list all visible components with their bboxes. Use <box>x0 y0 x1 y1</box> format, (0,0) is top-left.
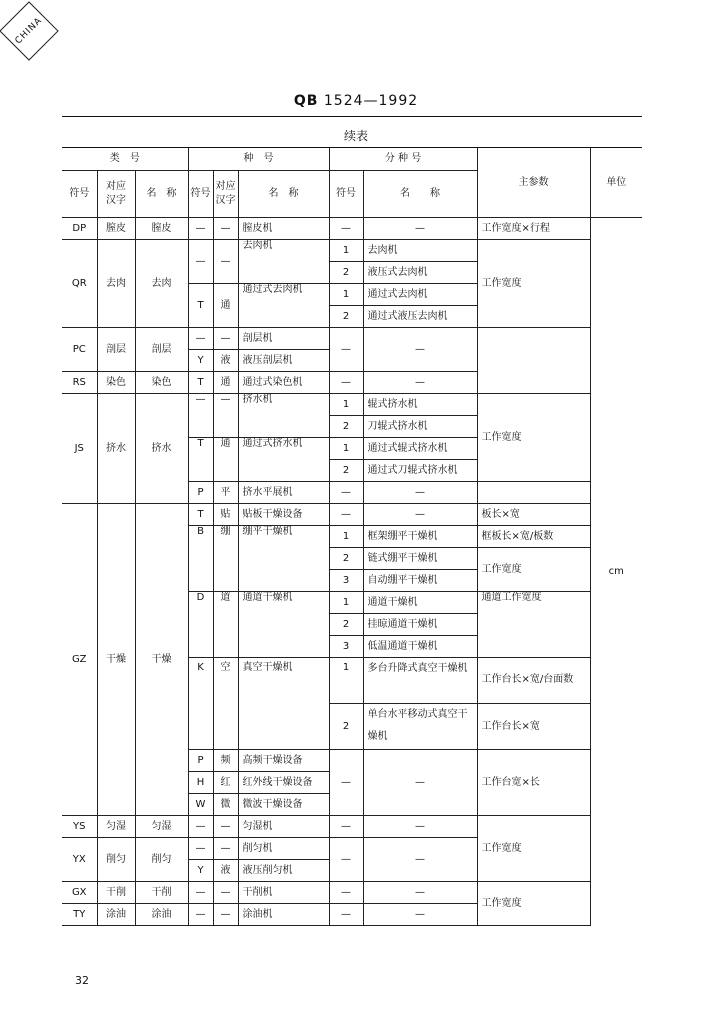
cell: 剖层 <box>97 327 135 371</box>
standard-number <box>0 93 712 109</box>
cell: 红 <box>213 771 238 793</box>
cell: 2 <box>329 613 363 635</box>
cell: 挂晾通道干燥机 <box>363 613 477 635</box>
sub-sym: 符号 <box>62 170 97 217</box>
cell: — <box>363 837 477 881</box>
cell: 染色 <box>97 371 135 393</box>
cell: — <box>188 239 213 283</box>
sub-fname: 名 称 <box>363 170 477 217</box>
cell: 膣皮机 <box>238 217 329 239</box>
cell: — <box>363 371 477 393</box>
table-row <box>62 239 642 261</box>
cell: 链式绷平干燥机 <box>363 547 477 569</box>
cell: — <box>329 837 363 881</box>
cell: 液压式去肉机 <box>363 261 477 283</box>
cell: 干燥 <box>135 503 188 815</box>
cell: GX <box>62 881 97 903</box>
cell: 1 <box>329 239 363 261</box>
cell: 通 <box>213 283 238 327</box>
cell: — <box>188 903 213 925</box>
cell: 2 <box>329 261 363 283</box>
sub-zhanzi: 对应 汉字 <box>213 170 238 217</box>
cell: — <box>329 815 363 837</box>
table-row <box>62 217 642 239</box>
cell: — <box>363 881 477 903</box>
cell: — <box>213 393 238 437</box>
cell: 染色 <box>135 371 188 393</box>
cell <box>477 327 590 393</box>
cell: 2 <box>329 305 363 327</box>
cell: 1 <box>329 591 363 613</box>
cell: 框板长×宽/板数 <box>477 525 590 547</box>
cell: K <box>188 657 213 749</box>
cell: 干削 <box>97 881 135 903</box>
cell: 干削机 <box>238 881 329 903</box>
cell: — <box>188 815 213 837</box>
cell: YS <box>62 815 97 837</box>
cell: 低温通道干燥机 <box>363 635 477 657</box>
table-row <box>62 393 642 415</box>
cell: 3 <box>329 569 363 591</box>
cell: 通道工作宽度 <box>477 591 590 657</box>
cell: 工作台长×宽 <box>477 703 590 749</box>
cell: 涂油 <box>135 903 188 925</box>
cell: 自动绷平干燥机 <box>363 569 477 591</box>
cell: 通过式辊式挤水机 <box>363 437 477 459</box>
cell: 红外线干燥设备 <box>238 771 329 793</box>
cell: PC <box>62 327 97 371</box>
cell: — <box>329 481 363 503</box>
cell: D <box>188 591 213 657</box>
cell: 2 <box>329 415 363 437</box>
table-row <box>62 327 642 349</box>
cell: 多台升降式真空干燥机 <box>363 657 477 703</box>
cell: 2 <box>329 703 363 749</box>
cell: 绷平干燥机 <box>238 525 329 591</box>
cell: — <box>363 217 477 239</box>
cell: — <box>363 749 477 815</box>
cell: JS <box>62 393 97 503</box>
cell: 通道干燥机 <box>363 591 477 613</box>
cell: — <box>329 217 363 239</box>
standard-code: QB <box>293 93 319 109</box>
cell: 平 <box>213 481 238 503</box>
cell: — <box>213 239 238 283</box>
sub-hanzi: 对应 汉字 <box>97 170 135 217</box>
cell: 2 <box>329 547 363 569</box>
cell: 工作台宽×长 <box>477 749 590 815</box>
cell: — <box>213 903 238 925</box>
cell: 涂油 <box>97 903 135 925</box>
cell: 去肉 <box>97 239 135 327</box>
page-number: 32 <box>75 974 89 987</box>
cell: 通过式挤水机 <box>238 437 329 481</box>
cell: — <box>363 903 477 925</box>
cell: 空 <box>213 657 238 749</box>
cell: 通道干燥机 <box>238 591 329 657</box>
unit-cell: cm <box>590 217 642 925</box>
cell: — <box>329 903 363 925</box>
cell: T <box>188 371 213 393</box>
standard-year: 1524—1992 <box>323 93 419 109</box>
header-main-param: 主参数 <box>477 148 590 217</box>
cell: 液 <box>213 349 238 371</box>
sub-zsym: 符号 <box>188 170 213 217</box>
cell: 通过式液压去肉机 <box>363 305 477 327</box>
cell: — <box>363 327 477 371</box>
table-row <box>62 815 642 837</box>
cell: 去肉机 <box>238 239 329 283</box>
cell <box>477 481 590 503</box>
cell: P <box>188 481 213 503</box>
cell: 通 <box>213 371 238 393</box>
table-caption: 续表 <box>343 129 368 143</box>
cell: — <box>188 217 213 239</box>
cell: T <box>188 283 213 327</box>
cell: RS <box>62 371 97 393</box>
group-fenzhong: 分 种 号 <box>329 148 477 170</box>
cell: 辊式挤水机 <box>363 393 477 415</box>
table-row <box>62 881 642 903</box>
cell: QR <box>62 239 97 327</box>
cell: — <box>213 815 238 837</box>
cell: 框架绷平干燥机 <box>363 525 477 547</box>
cell: 削匀 <box>97 837 135 881</box>
cell: 工作台长×宽/台面数 <box>477 657 590 703</box>
cell: 液压剖层机 <box>238 349 329 371</box>
cell: 匀湿 <box>97 815 135 837</box>
cell: — <box>329 749 363 815</box>
cell: 单台水平移动式真空干燥机 <box>363 703 477 749</box>
cell: DP <box>62 217 97 239</box>
classification-table <box>62 148 642 926</box>
cell: 干削 <box>135 881 188 903</box>
header-unit: 单位 <box>590 148 642 217</box>
sub-name: 名 称 <box>135 170 188 217</box>
cell: — <box>213 327 238 349</box>
table-row <box>62 503 642 525</box>
cell: 真空干燥机 <box>238 657 329 749</box>
cell: 液 <box>213 859 238 881</box>
sub-zname: 名 称 <box>238 170 329 217</box>
cell: — <box>329 371 363 393</box>
cell: T <box>188 503 213 525</box>
cell: 工作宽度 <box>477 815 590 881</box>
cell: 膣皮 <box>135 217 188 239</box>
cell: TY <box>62 903 97 925</box>
cell: 2 <box>329 459 363 481</box>
cell: 削匀 <box>135 837 188 881</box>
cell: H <box>188 771 213 793</box>
cell: 工作宽度×行程 <box>477 217 590 239</box>
header-rule <box>62 116 642 117</box>
cell: 干燥 <box>97 503 135 815</box>
cell: 通 <box>213 437 238 481</box>
cell: 剖层 <box>135 327 188 371</box>
cell: 通过式去肉机 <box>363 283 477 305</box>
cell: 挤水 <box>97 393 135 503</box>
cell: — <box>188 393 213 437</box>
cell: YX <box>62 837 97 881</box>
cell: 1 <box>329 525 363 547</box>
sub-fsym: 符号 <box>329 170 363 217</box>
cell: 工作宽度 <box>477 881 590 925</box>
cell: 高频干燥设备 <box>238 749 329 771</box>
group-zhong: 种 号 <box>188 148 329 170</box>
cell: 1 <box>329 657 363 703</box>
cell: 板长×宽 <box>477 503 590 525</box>
cell: P <box>188 749 213 771</box>
cell: 削匀机 <box>238 837 329 859</box>
cell: Y <box>188 859 213 881</box>
cell: — <box>363 503 477 525</box>
cell: 贴 <box>213 503 238 525</box>
cell: 刀辊式挤水机 <box>363 415 477 437</box>
cell: 1 <box>329 283 363 305</box>
cell: 贴板干燥设备 <box>238 503 329 525</box>
cell: 匀湿 <box>135 815 188 837</box>
china-stamp: CHINA <box>0 1 59 60</box>
cell: 液压削匀机 <box>238 859 329 881</box>
cell: 剖层机 <box>238 327 329 349</box>
cell: — <box>213 881 238 903</box>
cell: — <box>213 837 238 859</box>
cell: 匀湿机 <box>238 815 329 837</box>
cell: 通过式染色机 <box>238 371 329 393</box>
cell: — <box>363 481 477 503</box>
cell: Y <box>188 349 213 371</box>
cell: 微 <box>213 793 238 815</box>
cell: — <box>188 881 213 903</box>
cell: — <box>329 503 363 525</box>
cell: 1 <box>329 437 363 459</box>
cell: W <box>188 793 213 815</box>
cell: 微波干燥设备 <box>238 793 329 815</box>
cell: — <box>329 327 363 371</box>
cell: B <box>188 525 213 591</box>
cell: T <box>188 437 213 481</box>
cell: — <box>363 815 477 837</box>
cell: 挤水机 <box>238 393 329 437</box>
cell: 工作宽度 <box>477 393 590 481</box>
cell: — <box>188 327 213 349</box>
cell: 挤水平展机 <box>238 481 329 503</box>
cell: 通过式刀辊式挤水机 <box>363 459 477 481</box>
group-lei: 类 号 <box>62 148 188 170</box>
cell: — <box>188 837 213 859</box>
cell: 挤水 <box>135 393 188 503</box>
cell: 通过式去肉机 <box>238 283 329 327</box>
cell: 3 <box>329 635 363 657</box>
cell: GZ <box>62 503 97 815</box>
cell: 绷 <box>213 525 238 591</box>
cell: 频 <box>213 749 238 771</box>
cell: 去肉 <box>135 239 188 327</box>
cell: 膣皮 <box>97 217 135 239</box>
cell: 工作宽度 <box>477 547 590 591</box>
cell: — <box>329 881 363 903</box>
cell: — <box>213 217 238 239</box>
cell: 工作宽度 <box>477 239 590 327</box>
cell: 去肉机 <box>363 239 477 261</box>
cell: 1 <box>329 393 363 415</box>
cell: 涂油机 <box>238 903 329 925</box>
cell: 道 <box>213 591 238 657</box>
